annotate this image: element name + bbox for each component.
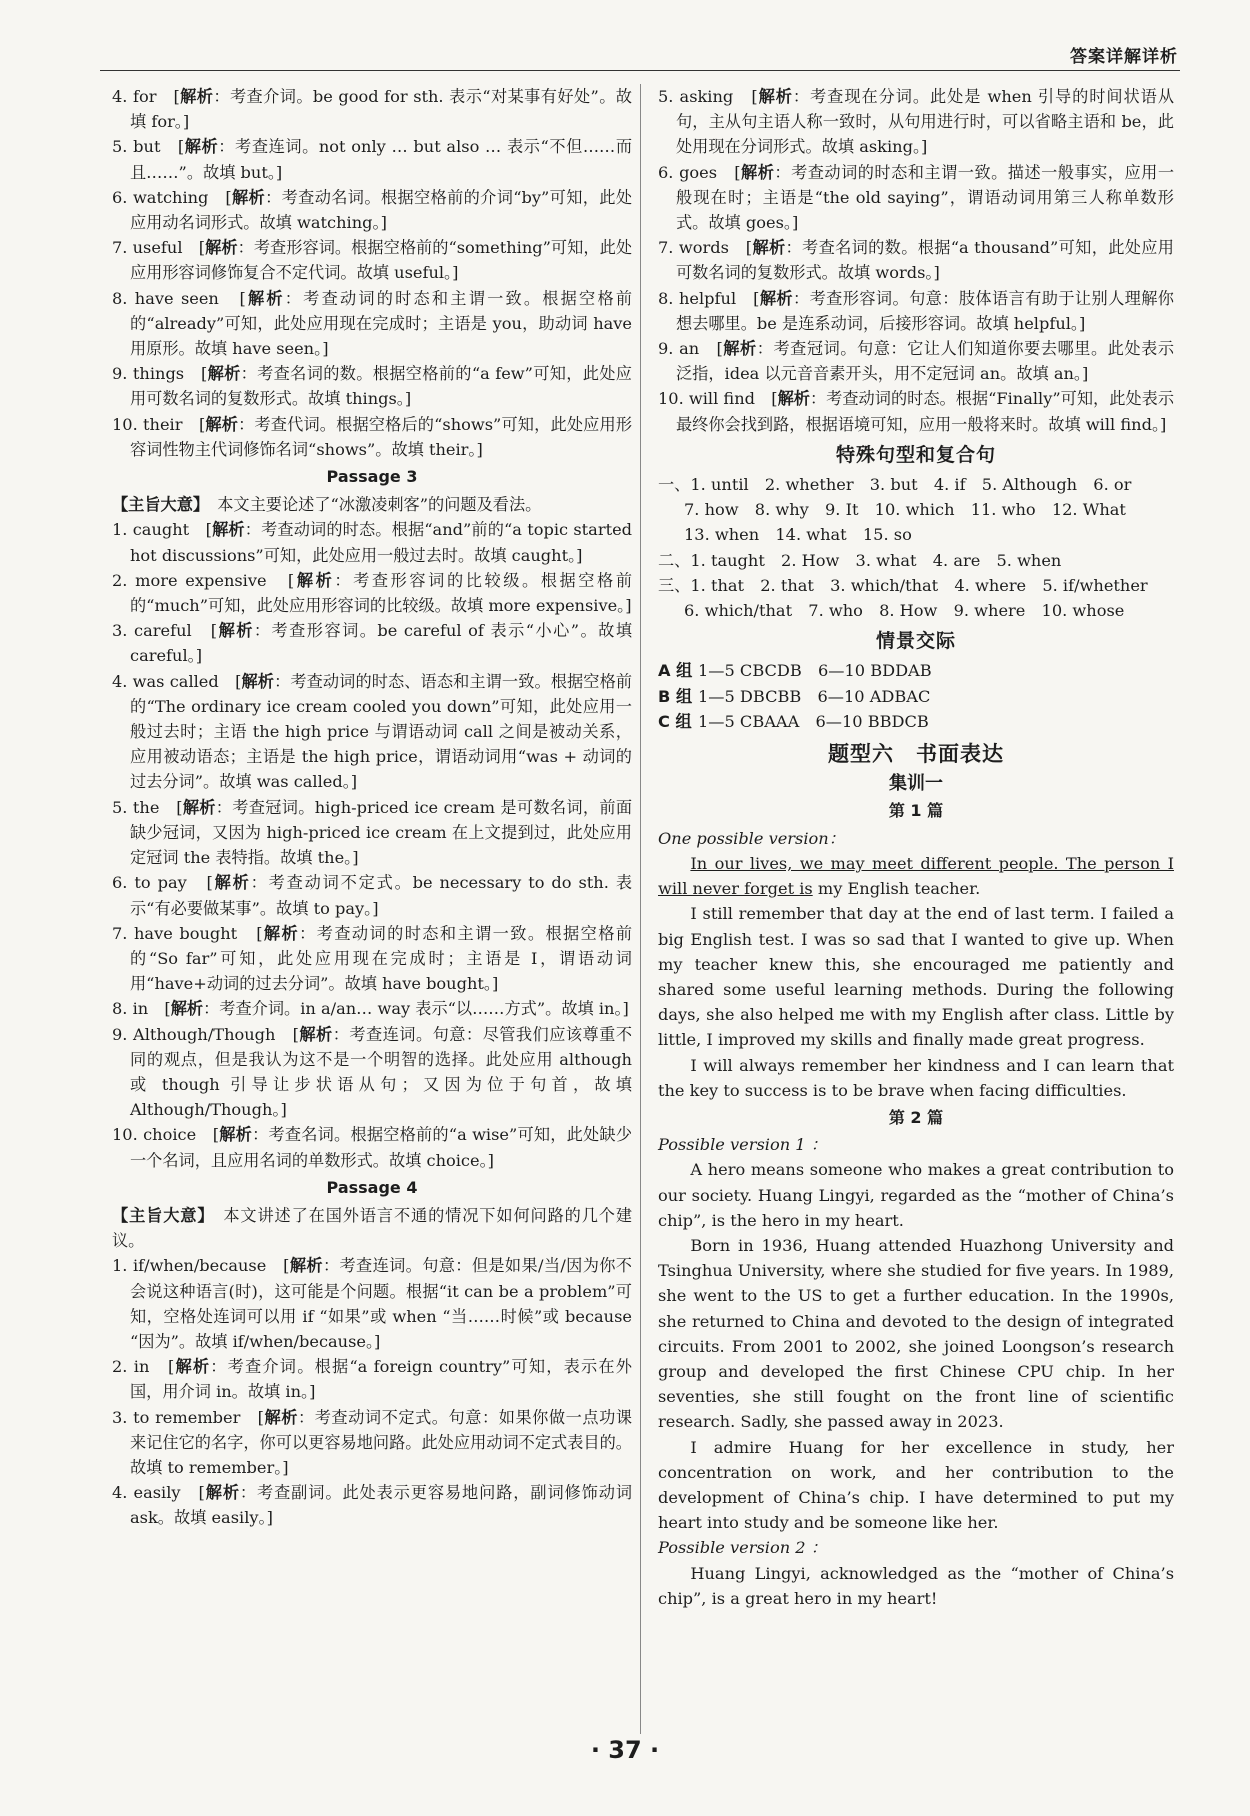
analysis-keyword: 解析 xyxy=(262,923,300,943)
main-idea-label: 【主旨大意】 xyxy=(112,1205,207,1225)
analysis-label: [解析： xyxy=(160,137,236,157)
situation-title: 情景交际 xyxy=(875,630,956,653)
analysis-text: 考查现在分词。此处是 when 引导的时间状语从句，主从句主语人称一致时，从句用进行时，可以省略主语和 be，此处用现在分词形式。故填 asking。] xyxy=(676,87,1175,157)
special-answer-row: 一、1. until 2. whether 3. but 4. if 5. Although 6. or xyxy=(658,475,1132,495)
article-2-v2-para: Huang Lingyi, acknowledged as the “mother of China’s chip”, is a great hero in my heart! xyxy=(658,1563,1174,1608)
analysis-text: 考查动词的时态、语态和主谓一致。根据空格前的“The ordinary ice cream cooled you down”可知，此处应用一般过去时；主语 the high price 与谓语动词 call 之间是被动关系，应用被动语态；主语是 the high price，谓语动词用“was + 动词的过去分词”。故填 was called。] xyxy=(130,671,633,792)
page-header-title: 答案详解详析 xyxy=(1070,47,1178,67)
analysis-text: 考查名词的数。根据“a thousand”可知，此处应用可数名词的复数形式。故填 words。] xyxy=(676,238,1174,283)
answer-text: 7. words xyxy=(658,238,729,258)
answer-item xyxy=(112,1354,632,1404)
article-2-title: 第 2 篇 xyxy=(888,1107,944,1127)
answer-item xyxy=(112,361,632,411)
group-label: A 组 xyxy=(658,661,693,681)
answer-text: 2. more expensive xyxy=(112,570,267,590)
analysis-text: 考查动词不定式。be necessary to do sth. 表示“有必要做某事”。故填 to pay。] xyxy=(130,873,633,918)
analysis-text: 考查动词的时态和主谓一致。根据空格前的“already”可知，此处应用现在完成时；主语是 you，助动词 have 用原形。故填 have seen。] xyxy=(130,288,633,359)
analysis-label: [解析： xyxy=(218,671,291,691)
answer-text: 6. to pay xyxy=(112,873,187,893)
left-top-items xyxy=(112,84,632,462)
article-2-para: A hero means someone who makes a great contribution to our society. Huang Lingyi, regarded as the “mother of China’s chip”, is the hero in my heart. xyxy=(658,1160,1174,1230)
analysis-label: [解析： xyxy=(266,570,354,590)
analysis-label: [解析： xyxy=(733,87,811,106)
answer-item xyxy=(112,618,632,668)
special-answer-row: 6. which/that 7. who 8. How 9. where 10. whose xyxy=(684,601,1125,621)
answer-item xyxy=(658,386,1174,436)
answer-text: 9. an xyxy=(658,339,700,359)
column-divider xyxy=(640,84,641,1734)
set1-title: 集训一 xyxy=(889,773,943,795)
special-answer-row: 13. when 14. what 15. so xyxy=(684,525,912,545)
answer-text: 6. goes xyxy=(658,162,718,182)
article-2-version-1: Possible version 1 ： xyxy=(658,1135,827,1155)
answer-item xyxy=(112,185,632,235)
analysis-label: [解析： xyxy=(717,162,792,182)
special-answer-row: 二、1. taught 2. How 3. what 4. are 5. when xyxy=(658,550,1062,570)
analysis-label: [解析： xyxy=(240,1407,315,1427)
analysis-keyword: 解析 xyxy=(740,162,775,182)
answer-item xyxy=(658,235,1174,285)
analysis-label: [解析： xyxy=(196,1125,269,1145)
answer-item xyxy=(112,870,632,920)
analysis-keyword: 解析 xyxy=(752,238,786,258)
analysis-keyword: 解析 xyxy=(298,1024,333,1044)
type6-title: 题型六 书面表达 xyxy=(828,742,1004,767)
answer-text: 1. if/when/because xyxy=(112,1256,267,1276)
analysis-text: 考查形容词的比较级。根据空格前的“much”可知，此处应用形容词的比较级。故填 more expensive。] xyxy=(130,570,633,616)
passage-3-title: Passage 3 xyxy=(326,467,418,487)
answer-item xyxy=(112,1253,632,1354)
analysis-text: 考查副词。此处表示更容易地问路，副词修饰动词 ask。故填 easily。] xyxy=(130,1483,633,1528)
group-answers: 1—5 CBAAA 6—10 BBDCB xyxy=(698,711,929,731)
special-sentences-title: 特殊句型和复合句 xyxy=(835,443,996,466)
analysis-label: [解析： xyxy=(699,339,774,359)
answer-text: 9. Although/Though xyxy=(112,1024,276,1044)
answer-item xyxy=(112,412,632,462)
analysis-text: 考查动词的时态。根据“Finally”可知，此处表示最终你会找到路，根据语境可知，应用一般将来时。故填 will find。] xyxy=(676,389,1175,434)
answer-text: 3. careful xyxy=(112,621,192,641)
analysis-text: 考查名词的数。根据空格前的“a few”可知，此处应用可数名词的复数形式。故填 things。] xyxy=(130,364,632,409)
analysis-text: 考查形容词。根据空格前的“something”可知，此处应用形容词修饰复合不定代词。故填 useful。] xyxy=(130,238,633,283)
group-answers: 1—5 DBCBB 6—10 ADBAC xyxy=(698,686,931,706)
answer-text: 8. in xyxy=(112,999,149,1019)
answer-item xyxy=(112,568,632,618)
analysis-keyword: 解析 xyxy=(219,1125,253,1145)
analysis-label: [解析： xyxy=(275,1024,350,1044)
answer-text: 4. for xyxy=(112,87,157,106)
main-idea-label: 【主旨大意】 xyxy=(112,495,202,515)
special-answer-row: 三、1. that 2. that 3. which/that 4. where 5. if/whether xyxy=(658,575,1148,595)
analysis-keyword: 解析 xyxy=(722,339,757,359)
article-2-para: I admire Huang for her excellence in study, her concentration on work, and her contribution to the development of China’s chip. I have determined to put my heart into study and be someone like her. xyxy=(658,1437,1174,1533)
header-rule xyxy=(100,70,1180,71)
situation-answers xyxy=(658,658,1174,734)
analysis-label: [解析： xyxy=(189,520,262,540)
article-2-version-2: Possible version 2 ： xyxy=(658,1538,827,1558)
analysis-keyword: 解析 xyxy=(217,621,254,641)
right-column xyxy=(658,84,1174,1611)
analysis-label: [解析： xyxy=(156,87,230,106)
analysis-text: 考查名词。根据空格前的“a wise”可知，此处缺少一个名词，且应用名词的单数形式。故填 choice。] xyxy=(130,1125,633,1170)
analysis-label: [解析： xyxy=(755,389,827,409)
answer-item xyxy=(112,1405,632,1481)
answer-text: 5. asking xyxy=(658,87,734,106)
answer-item xyxy=(658,336,1174,386)
analysis-label: [解析： xyxy=(208,187,282,207)
answer-item xyxy=(112,1480,632,1530)
analysis-keyword: 解析 xyxy=(231,187,266,207)
answer-item xyxy=(112,669,632,795)
group-label: C 组 xyxy=(658,711,692,731)
group-answers: 1—5 CBCDB 6—10 BDDAB xyxy=(698,661,932,681)
main-idea-text: 本文主要论述了“冰激凌刺客”的问题及看法。 xyxy=(217,495,542,515)
analysis-text: 考查代词。根据空格后的“shows”可知，此处应用形容词性物主代词修饰名词“shows”。故填 their。] xyxy=(130,414,633,459)
answer-item xyxy=(112,517,632,567)
answer-item xyxy=(112,134,632,184)
analysis-keyword: 解析 xyxy=(204,1483,240,1503)
answer-item xyxy=(112,84,632,134)
answer-text: 4. was called xyxy=(112,671,219,691)
analysis-keyword: 解析 xyxy=(289,1256,323,1276)
analysis-label: [解析： xyxy=(180,1483,258,1503)
analysis-label: [解析： xyxy=(148,999,220,1019)
answer-text: 9. things xyxy=(112,364,185,384)
answer-item xyxy=(658,286,1174,336)
analysis-keyword: 解析 xyxy=(184,137,219,157)
analysis-text: 考查连词。not only … but also … 表示“不但……而且……”。故填 but。] xyxy=(130,137,633,182)
analysis-keyword: 解析 xyxy=(245,288,285,308)
analysis-text: 考查动词的时态和主谓一致。根据空格前的“So far”可知，此处应用现在完成时；主语是 I，谓语动词用“have+动词的过去分词”。故填 have bought。] xyxy=(130,923,633,994)
answer-text: 7. have bought xyxy=(112,923,238,943)
analysis-text: 考查介词。be good for sth. 表示“对某事有好处”。故填 for。] xyxy=(130,87,632,132)
special-sentences-answers xyxy=(658,472,1174,623)
special-answer-row: 7. how 8. why 9. It 10. which 11. who 12. What xyxy=(684,500,1126,520)
analysis-label: [解析： xyxy=(728,238,803,258)
analysis-keyword: 解析 xyxy=(179,87,214,106)
passage-3-main-idea xyxy=(112,492,632,517)
analysis-text: 考查动词不定式。句意：如果你做一点功课来记住它的名字，你可以更容易地问路。此处应用动词不定式表目的。故填 to remember。] xyxy=(130,1407,633,1477)
analysis-keyword: 解析 xyxy=(757,87,793,106)
passage-4-main-idea xyxy=(112,1203,632,1253)
answer-item xyxy=(658,84,1174,160)
answer-item xyxy=(658,160,1174,236)
analysis-keyword: 解析 xyxy=(777,389,810,409)
article-1-version: One possible version： xyxy=(658,828,845,848)
article-2-para: Born in 1936, Huang attended Huazhong University and Tsinghua University, where she studied for five years. In 1989, she went to the US to get a further education. In the 1990s, she returned to China and devoted to the design of integrated circuits. From 2001 to 2002, she joined Loongson’s research group and developed the first Chinese CPU chip. In her seventies, she still fought on the front line of scientific research. Sadly, she passed away in 2023. xyxy=(658,1235,1174,1432)
answer-item xyxy=(112,1122,632,1172)
analysis-text: 考查动名词。根据空格前的介词“by”可知，此处应用动名词形式。故填 watching。] xyxy=(130,187,633,233)
analysis-keyword: 解析 xyxy=(241,671,275,691)
analysis-keyword: 解析 xyxy=(205,414,239,434)
passage-3-items xyxy=(112,517,632,1172)
answer-text: 6. watching xyxy=(112,187,209,207)
analysis-label: [解析： xyxy=(218,288,304,308)
passage-4-items xyxy=(112,1253,632,1530)
answer-text: 1. caught xyxy=(112,520,190,540)
answer-text: 5. but xyxy=(112,137,161,157)
analysis-label: [解析： xyxy=(182,414,255,434)
analysis-text: 考查冠词。句意：它让人们知道你要去哪里。此处表示泛指，idea 以元音音素开头，用不定冠词 an。故填 an。] xyxy=(676,339,1175,384)
situation-group-row xyxy=(658,709,1174,734)
main-idea-text: 本文讲述了在国外语言不通的情况下如何问路的几个建议。 xyxy=(112,1205,633,1251)
right-top-items xyxy=(658,84,1174,437)
analysis-keyword: 解析 xyxy=(759,288,793,308)
analysis-text: 考查动词的时态和主谓一致。描述一般事实，应用一般现在时；主语是“the old saying”，谓语动词用第三人称单数形式。故填 goes。] xyxy=(676,162,1175,233)
answer-text: 10. choice xyxy=(112,1125,197,1145)
analysis-text: 考查连词。句意：但是如果/当/因为你不会说这种语言(时)，这可能是个问题。根据“it can be a problem”可知，空格处连词可以用 if “如果”或 when “当……时候”或 because “因为”。故填 if/when/because。] xyxy=(130,1256,632,1351)
article-1-title: 第 1 篇 xyxy=(888,801,944,821)
analysis-keyword: 解析 xyxy=(170,999,204,1019)
analysis-label: [解析： xyxy=(266,1256,340,1276)
analysis-label: [解析： xyxy=(159,797,233,817)
analysis-keyword: 解析 xyxy=(207,364,241,384)
article-1-first-para xyxy=(658,851,1174,901)
article-1-para: I still remember that day at the end of last term. I failed a big English test. I was so sad that I wanted to give up. When my teacher knew this, she encouraged me patiently and shared some useful learning methods. During the following days, she also helped me with my English after class. Little by little, I improved my skills and finally made great progress. xyxy=(658,904,1174,1050)
analysis-text: 考查形容词。be careful of 表示“小心”。故填 careful。] xyxy=(130,621,633,666)
analysis-keyword: 解析 xyxy=(294,570,335,590)
analysis-keyword: 解析 xyxy=(182,797,216,817)
passage-4-title: Passage 4 xyxy=(326,1177,418,1197)
analysis-text: 考查形容词。句意：肢体语言有助于让别人理解你想去哪里。be 是连系动词，后接形容词。故填 helpful。] xyxy=(676,288,1174,333)
answer-text: 10. their xyxy=(112,414,183,434)
analysis-label: [解析： xyxy=(237,923,317,943)
analysis-keyword: 解析 xyxy=(211,520,245,540)
analysis-text: 考查冠词。high-priced ice cream 是可数名词，前面缺少冠词，又因为 high-priced ice cream 在上文提到过，此处应用定冠词 the 表特指。故填 the。] xyxy=(130,797,633,868)
answer-item xyxy=(112,795,632,871)
analysis-text: 考查介词。根据“a foreign country”可知，表示在外国，用介词 in。故填 in。] xyxy=(130,1357,632,1402)
analysis-text: 考查动词的时态。根据“and”前的“a topic started hot discussions”可知，此处应用一般过去时。故填 caught。] xyxy=(130,520,633,565)
answer-item xyxy=(112,235,632,285)
analysis-label: [解析： xyxy=(736,288,810,308)
analysis-label: [解析： xyxy=(186,873,269,893)
analysis-label: [解析： xyxy=(182,238,254,258)
situation-group-row xyxy=(658,658,1174,683)
analysis-label: [解析： xyxy=(184,364,258,384)
answer-item xyxy=(112,1022,632,1123)
answer-text: 3. to remember xyxy=(112,1407,241,1427)
answer-text: 4. easily xyxy=(112,1483,181,1503)
answer-text: 2. in xyxy=(112,1357,150,1377)
answer-text: 8. have seen xyxy=(112,288,219,308)
left-column xyxy=(112,84,632,1531)
answer-item xyxy=(112,996,632,1021)
analysis-text: 考查连词。句意：尽管我们应该尊重不同的观点，但是我认为这不是一个明智的选择。此处应用 although 或 though 引导让步状语从句；又因为位于句首，故填 Although/Though。] xyxy=(130,1024,633,1120)
answer-item xyxy=(112,286,632,362)
analysis-keyword: 解析 xyxy=(174,1357,211,1377)
answer-text: 10. will find xyxy=(658,389,756,409)
answer-text: 7. useful xyxy=(112,238,183,258)
answer-text: 5. the xyxy=(112,797,160,817)
underlined-sentence: In our lives, we may meet different people. The person I will never forget is xyxy=(658,853,1174,899)
situation-group-row xyxy=(658,684,1174,709)
analysis-label: [解析： xyxy=(149,1357,228,1377)
article-1-para: I will always remember her kindness and I can learn that the key to success is to be brave when facing difficulties. xyxy=(658,1055,1174,1100)
analysis-keyword: 解析 xyxy=(263,1407,298,1427)
answer-item xyxy=(112,921,632,997)
answer-text: 8. helpful xyxy=(658,288,737,308)
page-number: · 37 · xyxy=(590,1736,660,1764)
analysis-keyword: 解析 xyxy=(212,873,251,893)
first-para-rest: my English teacher. xyxy=(812,879,981,899)
analysis-label: [解析： xyxy=(191,621,272,641)
analysis-text: 考查介词。in a/an… way 表示“以……方式”。故填 in。] xyxy=(219,999,629,1019)
analysis-keyword: 解析 xyxy=(205,238,238,258)
group-label: B 组 xyxy=(658,686,693,706)
